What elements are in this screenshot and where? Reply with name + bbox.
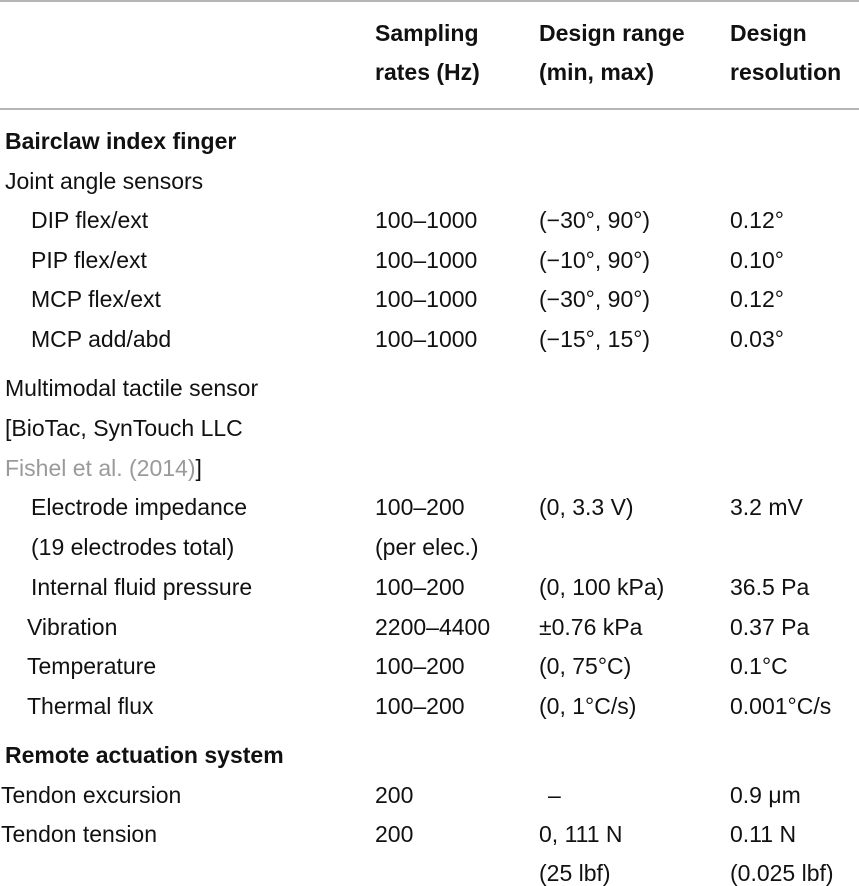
row-fluid-range: (0, 100 kPa)	[539, 574, 665, 600]
row-fluid-rate: 100–200	[375, 574, 465, 600]
header-resolution-line1: Design	[730, 20, 807, 46]
row-dip-resolution: 0.12°	[730, 207, 784, 233]
row-vibration-resolution: 0.37 Pa	[730, 614, 810, 640]
row-pip-range: (−10°, 90°)	[539, 247, 651, 273]
header-sampling-line2: rates (Hz)	[375, 59, 480, 85]
row-tension-rate: 200	[375, 821, 414, 847]
row-excursion-label: Tendon excursion	[1, 782, 182, 808]
row-tension-resolution2: (0.025 lbf)	[730, 860, 834, 886]
header-range-line2: (min, max)	[539, 59, 655, 85]
row-dip-range: (−30°, 90°)	[539, 207, 651, 233]
row-mcp-add-label: MCP add/abd	[31, 326, 172, 352]
row-mcp-flex-label: MCP flex/ext	[31, 286, 161, 312]
row-mcp-add-rate: 100–1000	[375, 326, 478, 352]
row-vibration-rate: 2200–4400	[375, 614, 491, 640]
row-fluid-resolution: 36.5 Pa	[730, 574, 810, 600]
table-top-rule	[0, 0, 859, 2]
header-range-line1: Design range	[539, 20, 685, 46]
group-tactile-line1: Multimodal tactile sensor	[5, 375, 259, 401]
row-thermal-resolution: 0.001°C/s	[730, 693, 832, 719]
row-excursion-resolution: 0.9 μm	[730, 782, 801, 808]
row-vibration-range: ±0.76 kPa	[539, 614, 643, 640]
row-temperature-resolution: 0.1°C	[730, 653, 788, 679]
group-tactile-line2: [BioTac, SynTouch LLC	[5, 415, 243, 441]
row-electrode-range: (0, 3.3 V)	[539, 494, 634, 520]
section-title-remote-actuation: Remote actuation system	[5, 742, 284, 768]
citation-link[interactable]: Fishel et al. (2014)	[5, 455, 196, 481]
row-tension-label: Tendon tension	[1, 821, 158, 847]
header-bottom-rule	[0, 108, 859, 110]
row-tension-range2: (25 lbf)	[539, 860, 611, 886]
group-tactile-line3	[5, 455, 202, 481]
row-pip-resolution: 0.10°	[730, 247, 784, 273]
row-excursion-rate: 200	[375, 782, 414, 808]
row-pip-rate: 100–1000	[375, 247, 478, 273]
group-joint-angle-sensors: Joint angle sensors	[5, 168, 204, 194]
row-thermal-label: Thermal flux	[27, 693, 154, 719]
header-resolution-line2: resolution	[730, 59, 842, 85]
row-mcp-flex-range: (−30°, 90°)	[539, 286, 651, 312]
row-mcp-flex-resolution: 0.12°	[730, 286, 784, 312]
row-temperature-range: (0, 75°C)	[539, 653, 632, 679]
row-electrode-rate: 100–200	[375, 494, 465, 520]
row-temperature-label: Temperature	[27, 653, 157, 679]
row-excursion-range: –	[548, 782, 561, 808]
row-temperature-rate: 100–200	[375, 653, 465, 679]
row-electrode-resolution: 3.2 mV	[730, 494, 803, 520]
row-dip-label: DIP flex/ext	[31, 207, 149, 233]
row-tension-resolution: 0.11 N	[730, 821, 797, 847]
citation-close-bracket: ]	[195, 455, 202, 481]
row-vibration-label: Vibration	[27, 614, 118, 640]
row-thermal-range: (0, 1°C/s)	[539, 693, 637, 719]
row-electrode-label2: (19 electrodes total)	[31, 534, 235, 560]
row-dip-rate: 100–1000	[375, 207, 478, 233]
header-sampling-line1: Sampling	[375, 20, 479, 46]
row-electrode-label: Electrode impedance	[31, 494, 248, 520]
row-mcp-flex-rate: 100–1000	[375, 286, 478, 312]
row-tension-range: 0, 111 N	[539, 821, 623, 847]
row-pip-label: PIP flex/ext	[31, 247, 147, 273]
row-mcp-add-range: (−15°, 15°)	[539, 326, 651, 352]
section-title-bairclaw: Bairclaw index finger	[5, 128, 237, 154]
row-mcp-add-resolution: 0.03°	[730, 326, 784, 352]
row-thermal-rate: 100–200	[375, 693, 465, 719]
row-fluid-label: Internal fluid pressure	[31, 574, 253, 600]
row-electrode-rate2: (per elec.)	[375, 534, 479, 560]
